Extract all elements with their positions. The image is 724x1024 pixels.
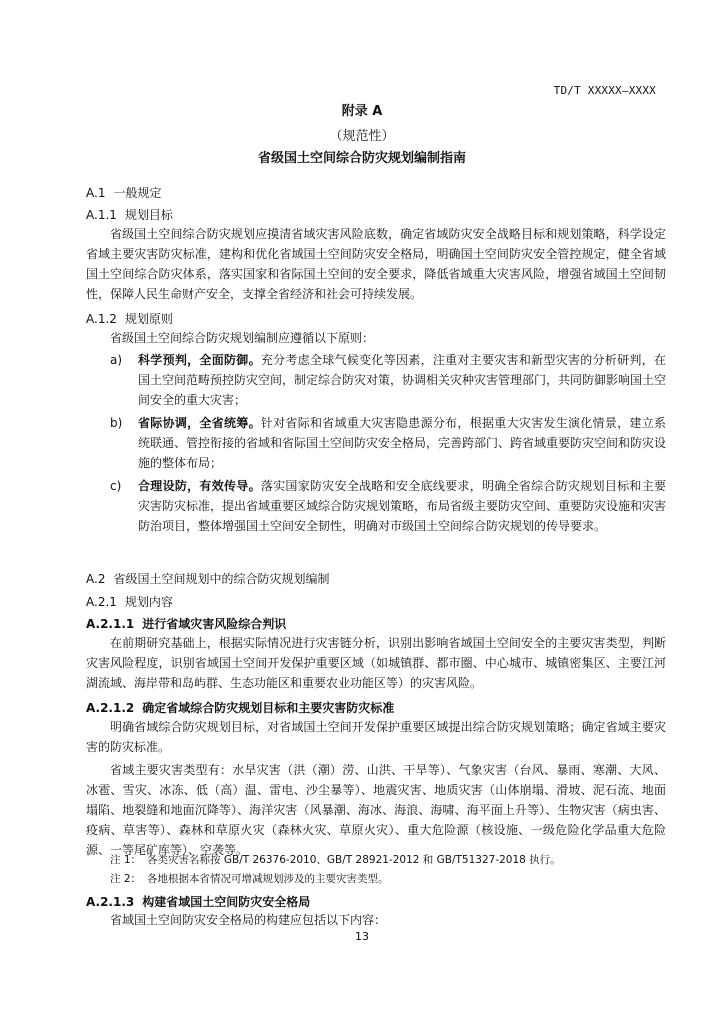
note-label: 注 1： <box>110 854 142 866</box>
heading-a2-1 <box>86 593 173 610</box>
heading-text: 规划原则 <box>124 312 173 326</box>
list-item-lead: 科学预判，全面防御。 <box>138 353 261 367</box>
appendix-label: 附录 A <box>341 104 383 119</box>
appendix-title: 省级国土空间综合防灾规划编制指南 <box>257 151 466 166</box>
heading-a2-1-2 <box>86 699 394 716</box>
heading-text: 一般规定 <box>113 186 162 200</box>
list-label: a) <box>110 353 123 367</box>
page-number: 13 <box>355 930 369 943</box>
note-label: 注 2： <box>110 873 142 885</box>
heading-number: A.1.1 <box>86 208 117 222</box>
heading-number: A.1 <box>86 186 106 200</box>
list-item-lead: 合理设防，有效传导。 <box>138 479 261 493</box>
heading-text: 规划内容 <box>124 595 173 609</box>
list-item-text: 充分考虑全球气候变化等因素，注重对主要灾害和新型灾害的分析研判，在国土空间范畴预控防灾空间，制定综合防灾对策，协调相关灾种灾害管理部门，共同防御影响国土空间安全的重大灾害； <box>138 353 667 407</box>
heading-a2-1-3 <box>86 893 310 910</box>
list-label: b) <box>110 416 123 430</box>
paragraph-planning-goals: 省级国土空间综合防灾规划应摸清省域灾害风险底数，确定省域防灾安全战略目标和规划策略，科学设定省域主要灾害防灾标准，建构和优化省域国土空间防灾安全格局，明确国土空间防灾安全管控规定，健全省域国土空间综合防灾体系，落实国家和省际国土空间的安全要求，降低省域重大灾害风险，增强省域国土空间韧性，保障人民生命财产安全，支撑全省经济和社会可持续发展。 <box>86 227 666 301</box>
paragraph-planning-targets: 明确省域综合防灾规划目标，对省域国土空间开发保护重要区域提出综合防灾规划策略；确定省域主要灾害的防灾标准。 <box>86 720 666 754</box>
heading-a1 <box>86 184 161 201</box>
note-2 <box>110 871 389 886</box>
heading-number: A.2.1 <box>86 595 117 609</box>
heading-a2-1-1 <box>86 615 286 632</box>
heading-number: A.2.1.3 <box>86 895 135 909</box>
heading-a2 <box>86 570 329 587</box>
note-text: 各地根据本省情况可增减规划涉及的主要灾害类型。 <box>147 873 389 885</box>
heading-text: 省级国土空间规划中的综合防灾规划编制 <box>113 572 330 586</box>
heading-number: A.2 <box>86 572 106 586</box>
paragraph-disaster-types: 省域主要灾害类型有：水旱灾害（洪（潮）涝、山洪、干旱等）、气象灾害（台风、暴雨、寒潮、大风、冰雹、雪灾、冰冻、低（高）温、雷电、沙尘暴等）、地震灾害、地质灾害（山体崩塌、滑坡、泥石流、地面塌陷、地裂缝和地面沉降等）、海洋灾害（风暴潮、海冰、海浪、海啸、海平面上升等）、生物灾害（病虫害、疫病、草害等）、森林和草原火灾（森林火灾、草原火灾）、重大危险源（核设施、一级危险化学品重大危险源、一等尾矿库等）、空袭等。 <box>86 763 666 857</box>
list-item-text: 落实国家防灾安全战略和安全底线要求，明确全省综合防灾规划目标和主要灾害防灾标准，提出省域重要区域综合防灾规划策略，布局省级主要防灾空间、重要防灾设施和灾害防治项目，整体增强国土空间安全韧性，明确对市级国土空间综合防灾规划的传导要求。 <box>138 479 667 533</box>
paragraph-security-pattern: 省域国土空间防灾安全格局的构建应包括以下内容： <box>110 913 387 927</box>
list-item-principle-c <box>110 476 666 536</box>
heading-a1-2 <box>86 310 173 327</box>
heading-number: A.2.1.1 <box>86 617 135 631</box>
note-text: 各类灾害名称按 GB/T 26376-2010、GB/T 28921-2012 和 GB/T51327-2018 执行。 <box>147 854 561 866</box>
heading-text: 确定省域综合防灾规划目标和主要灾害防灾标准 <box>142 701 395 715</box>
paragraph-risk-identification: 在前期研究基础上，根据实际情况进行灾害链分析，识别出影响省域国土空间安全的主要灾害类型，判断灾害风险程度，识别省域国土空间开发保护重要区域（如城镇群、都市圈、中心城市、城镇密集区、主要江河湖流域、海岸带和岛屿群、生态功能区和重要农业功能区等）的灾害风险。 <box>86 636 666 690</box>
heading-a1-1 <box>86 206 173 223</box>
list-item-principle-a <box>110 350 666 410</box>
heading-text: 规划目标 <box>124 208 173 222</box>
heading-number: A.1.2 <box>86 312 117 326</box>
note-1 <box>110 852 561 867</box>
heading-text: 构建省域国土空间防灾安全格局 <box>142 895 311 909</box>
appendix-normative: （规范性） <box>329 129 395 144</box>
list-item-principle-b <box>110 413 666 473</box>
list-label: c) <box>110 479 122 493</box>
list-item-lead: 省际协调，全省统筹。 <box>138 416 261 430</box>
heading-text: 进行省域灾害风险综合判识 <box>142 617 287 631</box>
heading-number: A.2.1.2 <box>86 701 135 715</box>
list-item-text: 针对省际和省域重大灾害隐患源分布，根据重大灾害发生演化情景，建立系统联通、管控衔接的省域和省际国土空间防灾安全格局，完善跨部门、跨省域重要防灾空间和防灾设施的整体布局； <box>138 416 667 470</box>
paragraph-principles-intro: 省级国土空间综合防灾规划编制应遵循以下原则： <box>110 331 375 345</box>
document-code: TD/T XXXXX—XXXX <box>553 84 656 97</box>
